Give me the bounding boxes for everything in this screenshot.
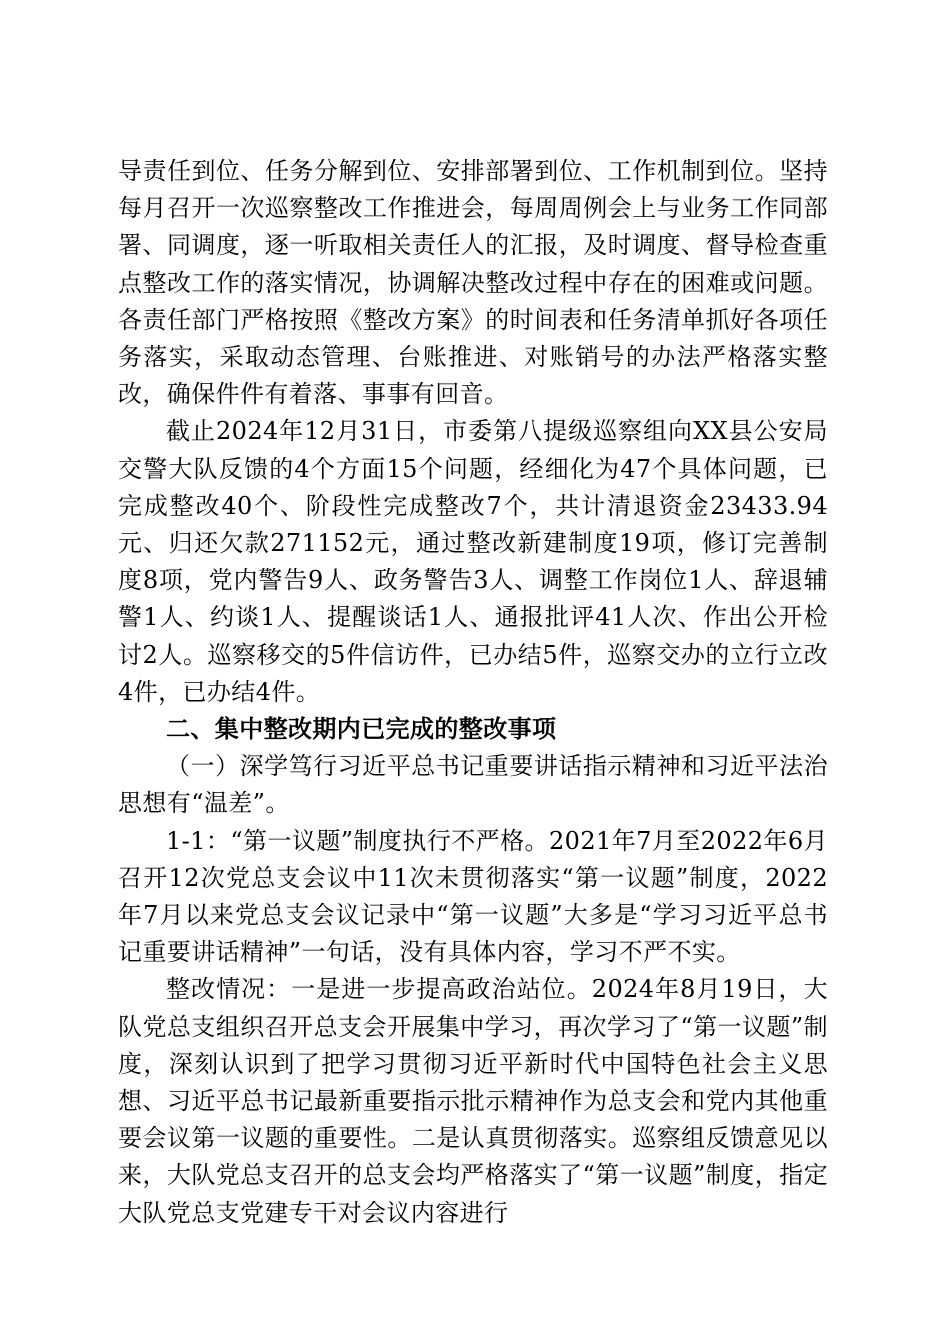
- subsection-heading-1: （一）深学笃行习近平总书记重要讲话指示精神和习近平法治思想有“温差”。: [118, 752, 828, 818]
- paragraph-responsibility: 导责任到位、任务分解到位、安排部署到位、工作机制到位。坚持每月召开一次巡察整改工作推进会，每周周例会上与业务工作同部署、同调度，逐一听取相关责任人的汇报，及时调度、督导检查重点整改工作的落实情况，协调解决整改过程中存在的困难或问题。各责任部门严格按照《整改方案》的时间表和任务清单抓好各项任务落实，采取动态管理、台账推进、对账销号的办法严格落实整改，确保件件有着落、事事有回音。: [118, 157, 828, 409]
- paragraph-rectification: 整改情况：一是进一步提高政治站位。2024年8月19日，大队党总支组织召开总支会开展集中学习，再次学习了“第一议题”制度，深刻认识到了把学习贯彻习近平新时代中国特色社会主义思想、习近平总书记最新重要指示批示精神作为总支会和党内其他重要会议第一议题的重要性。二是认真贯彻落实。巡察组反馈意见以来，大队党总支召开的总支会均严格落实了“第一议题”制度，指定大队党总支党建专干对会议内容进行: [118, 975, 828, 1227]
- section-heading-2: 二、集中整改期内已完成的整改事项: [166, 715, 557, 744]
- paragraph-statistics: 截止2024年12月31日，市委第八提级巡察组向XX县公安局交警大队反馈的4个方面15个问题，经细化为47个具体问题，已完成整改40个、阶段性完成整改7个，共计清退资金23433.94元、归还欠款271152元，通过整改新建制度19项，修订完善制度8项，党内警告9人、政务警告3人、调整工作岗位1人、辞退辅警1人、约谈1人、提醒谈话1人、通报批评41人次、作出公开检讨2人。巡察移交的5件信访件，已办结5件，巡察交办的立行立改4件，已办结4件。: [118, 417, 828, 706]
- paragraph-issue-1-1: 1-1：“第一议题”制度执行不严格。2021年7月至2022年6月召开12次党总支会议中11次未贯彻落实“第一议题”制度，2022年7月以来党总支会议记录中“第一议题”大多是“学习习近平总书记重要讲话精神”一句话，没有具体内容，学习不严不实。: [118, 826, 828, 967]
- document-page: [118, 153, 828, 1232]
